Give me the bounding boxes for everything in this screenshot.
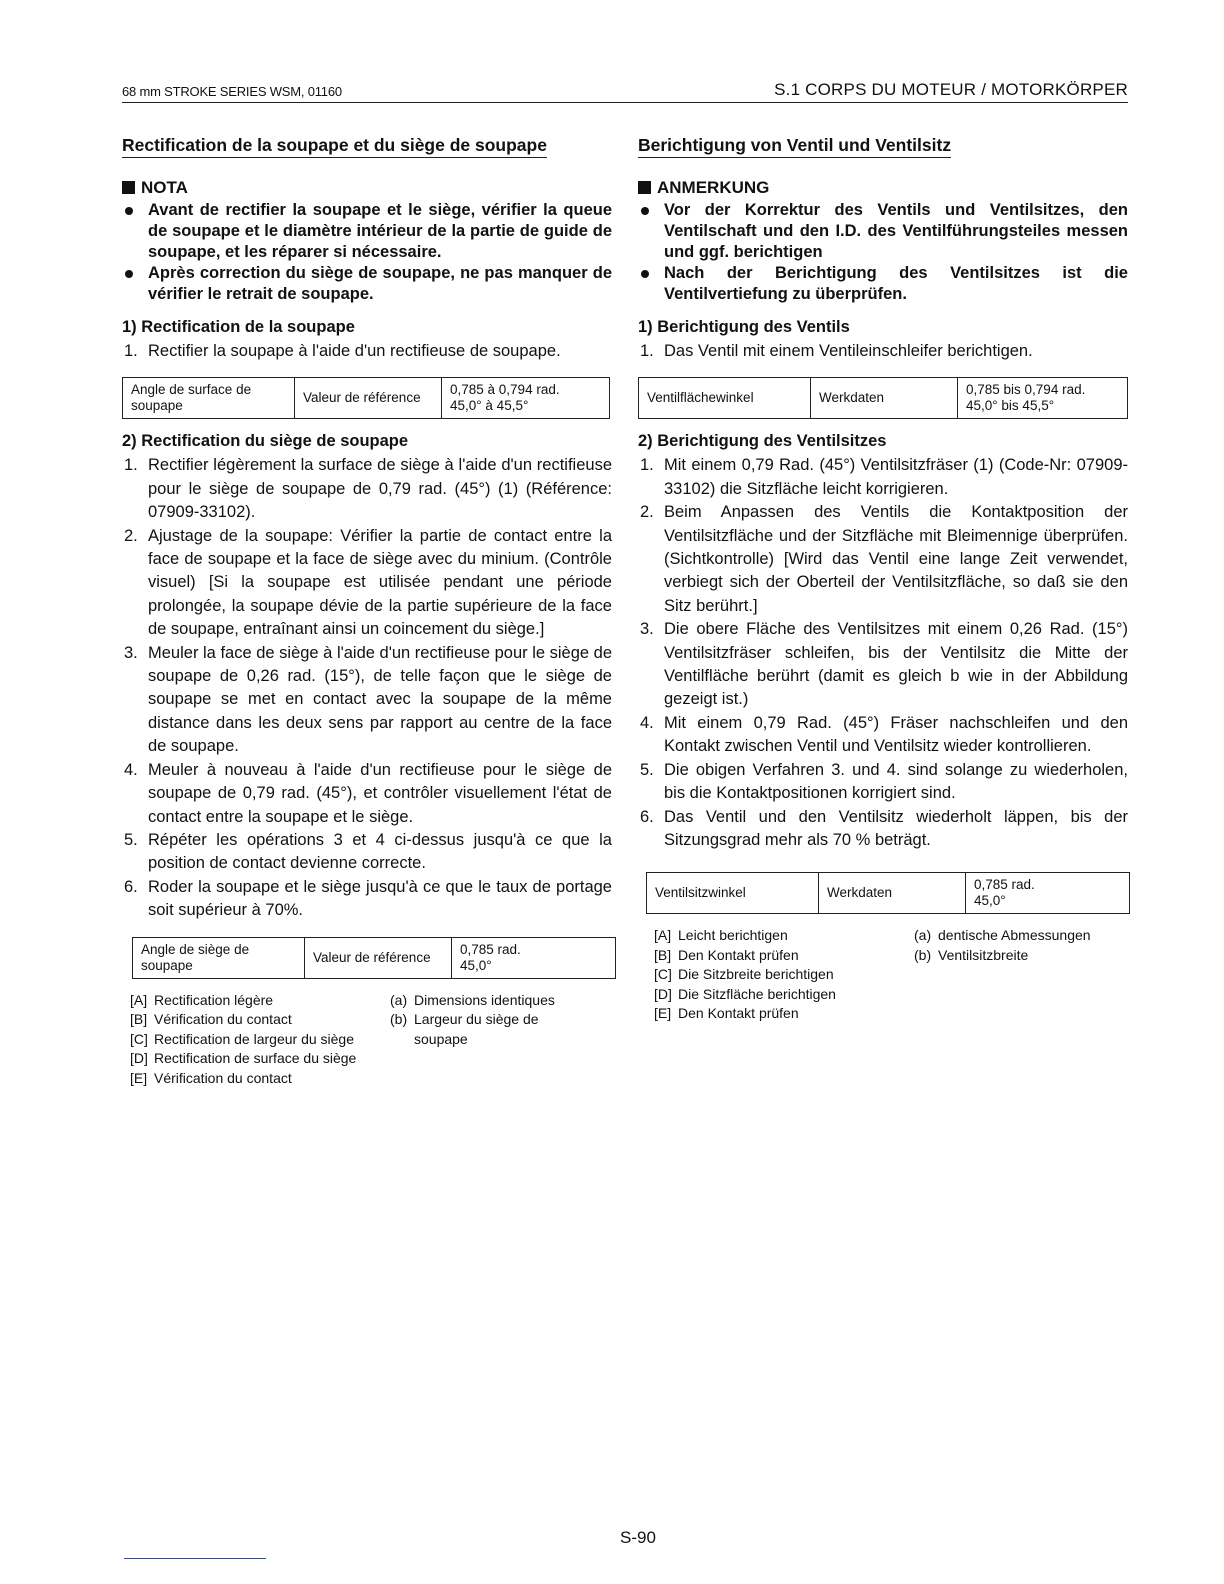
step-number: 3.: [124, 643, 138, 662]
legend-key: [B]: [130, 1011, 148, 1028]
legend-key: [B]: [654, 946, 672, 963]
fr-sec1-steps: [122, 340, 612, 363]
legend-text: Den Kontakt prüfen: [678, 946, 799, 963]
legend-text: Rectification légère: [154, 991, 274, 1008]
spec-type: Valeur de référence: [295, 378, 442, 419]
legend-item: [122, 1030, 364, 1050]
legend-key: (a): [390, 991, 408, 1008]
page-header: [122, 78, 1128, 103]
legend-text: Vérification du contact: [154, 1011, 292, 1028]
legend-key: [E]: [130, 1069, 148, 1086]
fr-spec-table-1: [122, 377, 610, 419]
legend-text: Den Kontakt prüfen: [678, 1005, 799, 1022]
step-number: 1.: [640, 456, 654, 475]
spec-value-deg: 45,0°: [974, 893, 1006, 909]
legend-item: [122, 1069, 372, 1089]
de-sec1-title: 1) Berichtigung des Ventils: [638, 318, 850, 336]
step-number: 2.: [640, 503, 654, 522]
de-step: [638, 501, 1128, 618]
step-text: Beim Anpassen des Ventils die Kontaktposition der Ventilsitzfläche und der Sitzfläche mit Bleimennige überprüfen. (Sichtkontrolle) [Wird das Ventil eine lange Zeit verwendet, verbiegt sich der Oberteil der Ventilsitzfläche, so daß sie den Sitz berührt.]: [664, 503, 1128, 615]
de-legend-right: [906, 926, 1126, 965]
fr-sec2-steps: [122, 454, 612, 922]
de-note-list: [638, 200, 1128, 305]
spec-value-deg: 45,0° bis 45,5°: [966, 398, 1055, 414]
footer-rule: [124, 1558, 266, 1559]
legend-key: (b): [914, 946, 932, 963]
fr-step: [122, 525, 612, 642]
step-number: 5.: [640, 760, 654, 779]
legend-item: [122, 991, 372, 1011]
legend-item: [906, 946, 1126, 966]
legend-key: [E]: [654, 1005, 672, 1022]
step-number: 1.: [640, 342, 654, 360]
legend-key: [A]: [654, 927, 672, 944]
step-text: Die obere Fläche des Ventilsitzes mit einem 0,26 Rad. (15°) Ventilsitzfräser schleifen, bis der Ventilsitz die Mitte der Ventilfläche berührt (damit es gleich b wie in der Abbildung gezeigt ist.): [664, 620, 1128, 709]
step-text: Rectifier la soupape à l'aide d'un rectifieuse de soupape.: [148, 342, 561, 360]
legend-text: Die Sitzfläche berichtigen: [678, 985, 836, 1002]
legend-key: [A]: [130, 991, 148, 1008]
spec-value-deg: 45,0° à 45,5°: [450, 398, 529, 414]
legend-text: Leicht berichtigen: [678, 927, 788, 944]
de-legend: [638, 926, 1128, 1036]
de-sec1-steps: [638, 340, 1128, 363]
step-number: 5.: [124, 830, 138, 849]
de-sec2-steps: [638, 454, 1128, 852]
legend-key: [D]: [654, 985, 672, 1002]
step-text: Meuler la face de siège à l'aide d'un rectifieuse pour le siège de soupape de 0,26 rad. (15°), de telle façon que le siège de soupape se met en contact avec la soupape de la même distance dans les deux sens par rapport au centre de la face de soupape.: [148, 643, 613, 756]
de-step: [638, 340, 1128, 363]
fr-step: [122, 759, 612, 829]
fr-note-label: NOTA: [141, 178, 188, 197]
fr-note-heading: [122, 178, 612, 198]
de-step: [638, 454, 1128, 501]
step-text: Rectifier légèrement la surface de siège à l'aide d'un rectifieuse pour le siège de soupape de 0,79 rad. (45°) (1) (Référence: 07909-33102).: [148, 456, 612, 522]
spec-label: Angle de surface de soupape: [123, 378, 295, 419]
fr-step: [122, 454, 612, 524]
legend-item: [906, 926, 1126, 946]
legend-item: [382, 991, 592, 1011]
legend-key: [C]: [130, 1030, 148, 1047]
legend-item: [122, 1049, 364, 1069]
spec-label: Angle de siège de soupape: [133, 937, 305, 978]
legend-item: [382, 1010, 564, 1049]
step-number: 2.: [124, 526, 138, 545]
spec-value-rad: 0,785 bis 0,794 rad.: [966, 382, 1086, 398]
de-sec2-title: 2) Berichtigung des Ventilsitzes: [638, 432, 887, 451]
square-bullet-icon: [638, 181, 651, 194]
de-note-label: ANMERKUNG: [657, 178, 770, 197]
step-text: Répéter les opérations 3 et 4 ci-dessus jusqu'à ce que la position de contact devienne correcte.: [148, 830, 612, 873]
legend-text: Rectification de surface du siège: [154, 1050, 357, 1067]
legend-text: Largeur du siège de soupape: [414, 1011, 539, 1047]
step-number: 4.: [124, 760, 138, 779]
step-text: Die obigen Verfahren 3. und 4. sind solange zu wiederholen, bis die Kontaktpositionen korrigiert sind.: [664, 760, 1128, 803]
spec-value: [442, 378, 610, 419]
spec-value-rad: 0,785 rad.: [460, 941, 521, 957]
legend-item: [646, 985, 906, 1005]
legend-text: Die Sitzbreite berichtigen: [678, 966, 834, 983]
spec-value-deg: 45,0°: [460, 957, 492, 973]
step-text: Mit einem 0,79 Rad. (45°) Fräser nachschleifen und den Kontakt zwischen Ventil und Ventilsitz wieder kontrollieren.: [664, 713, 1128, 756]
spec-type: Valeur de référence: [305, 937, 452, 978]
legend-item: [646, 946, 906, 966]
step-text: Ajustage de la soupape: Vérifier la partie de contact entre la face de soupape et la face de siège avec du minium. (Contrôle visuel) [Si la soupape est utilisée pendant une période prolongée, la soupape dévie de la partie supérieure de la face de soupape, entraînant ainsi un coincement du siège.]: [148, 526, 612, 639]
fr-step: [122, 340, 612, 363]
fr-title: Rectification de la soupape et du siège de soupape: [122, 135, 547, 158]
fr-step: [122, 829, 612, 876]
fr-step: [122, 642, 612, 759]
german-column: [638, 135, 1128, 1036]
legend-text: dentische Abmessungen: [938, 927, 1091, 944]
fr-legend-left: [122, 991, 372, 1089]
step-text: Roder la soupape et le siège jusqu'à ce que le taux de portage soit supérieur à 70%.: [148, 877, 612, 920]
de-spec-table-1: [638, 377, 1128, 419]
french-column: [122, 135, 612, 1131]
step-text: Das Ventil mit einem Ventileinschleifer berichtigen.: [664, 342, 1033, 360]
de-step: [638, 806, 1128, 853]
step-number: 6.: [640, 807, 654, 826]
page-number: S-90: [620, 1528, 656, 1547]
fr-note-list: [122, 200, 612, 305]
de-spec-table-2: [646, 872, 1130, 914]
header-section: S.1 CORPS DU MOTEUR / MOTORKÖRPER: [774, 80, 1128, 99]
legend-item: [646, 926, 906, 946]
legend-item: [646, 1004, 906, 1024]
header-series: 68 mm STROKE SERIES WSM, 01160: [122, 84, 342, 99]
spec-value: [452, 937, 616, 978]
square-bullet-icon: [122, 181, 135, 194]
de-step: [638, 618, 1128, 712]
spec-type: Werkdaten: [811, 378, 958, 419]
spec-value: [958, 378, 1128, 419]
legend-text: Dimensions identiques: [414, 991, 555, 1008]
fr-note-item: Avant de rectifier la soupape et le siège, vérifier la queue de soupape et le diamètre intérieur de la partie de guide de soupape, et les réparer si nécessaire.: [122, 200, 612, 263]
de-note-item: Vor der Korrektur des Ventils und Ventilsitzes, den Ventilschaft und den I.D. des Ventilführungsteiles messen und ggf. berichtigen: [638, 200, 1128, 263]
de-legend-left: [646, 926, 906, 1024]
legend-key: [D]: [130, 1050, 148, 1067]
legend-key: (a): [914, 927, 932, 944]
spec-label: Ventilsitzwinkel: [647, 873, 819, 914]
legend-text: Ventilsitzbreite: [938, 946, 1029, 963]
legend-item: [122, 1010, 372, 1030]
legend-item: [646, 965, 906, 985]
fr-legend: [122, 991, 612, 1131]
legend-text: Vérification du contact: [154, 1069, 292, 1086]
fr-sec2-title: 2) Rectification du siège de soupape: [122, 432, 409, 451]
spec-label: Ventilflächewinkel: [639, 378, 811, 419]
legend-text: Rectification de largeur du siège: [154, 1030, 355, 1047]
de-step: [638, 759, 1128, 806]
fr-step: [122, 876, 612, 923]
spec-value: [966, 873, 1130, 914]
step-number: 4.: [640, 713, 654, 732]
fr-legend-right: [382, 991, 592, 1050]
fr-note-item: Après correction du siège de soupape, ne pas manquer de vérifier le retrait de soupape.: [122, 263, 612, 305]
spec-value-rad: 0,785 à 0,794 rad.: [450, 382, 560, 398]
legend-key: [C]: [654, 966, 672, 983]
de-note-item: Nach der Berichtigung des Ventilsitzes ist die Ventilvertiefung zu überprüfen.: [638, 263, 1128, 305]
de-title: Berichtigung von Ventil und Ventilsitz: [638, 135, 951, 158]
step-number: 6.: [124, 877, 138, 896]
legend-key: (b): [390, 1011, 408, 1028]
de-step: [638, 712, 1128, 759]
de-note-heading: [638, 178, 1128, 198]
fr-spec-table-2: [132, 937, 616, 979]
step-number: 1.: [124, 342, 138, 360]
step-number: 3.: [640, 620, 654, 639]
step-number: 1.: [124, 456, 138, 475]
fr-sec1-title: 1) Rectification de la soupape: [122, 318, 355, 336]
step-text: Meuler à nouveau à l'aide d'un rectifieuse pour le siège de soupape de 0,79 rad. (45°), et contrôler visuellement l'état de contact entre la soupape et le siège.: [148, 760, 612, 826]
spec-type: Werkdaten: [819, 873, 966, 914]
spec-value-rad: 0,785 rad.: [974, 877, 1035, 893]
step-text: Mit einem 0,79 Rad. (45°) Ventilsitzfräser (1) (Code-Nr: 07909-33102) die Sitzfläche leicht korrigieren.: [664, 456, 1128, 498]
step-text: Das Ventil und den Ventilsitz wiederholt läppen, bis der Sitzungsgrad mehr als 70 % beträgt.: [664, 807, 1128, 849]
